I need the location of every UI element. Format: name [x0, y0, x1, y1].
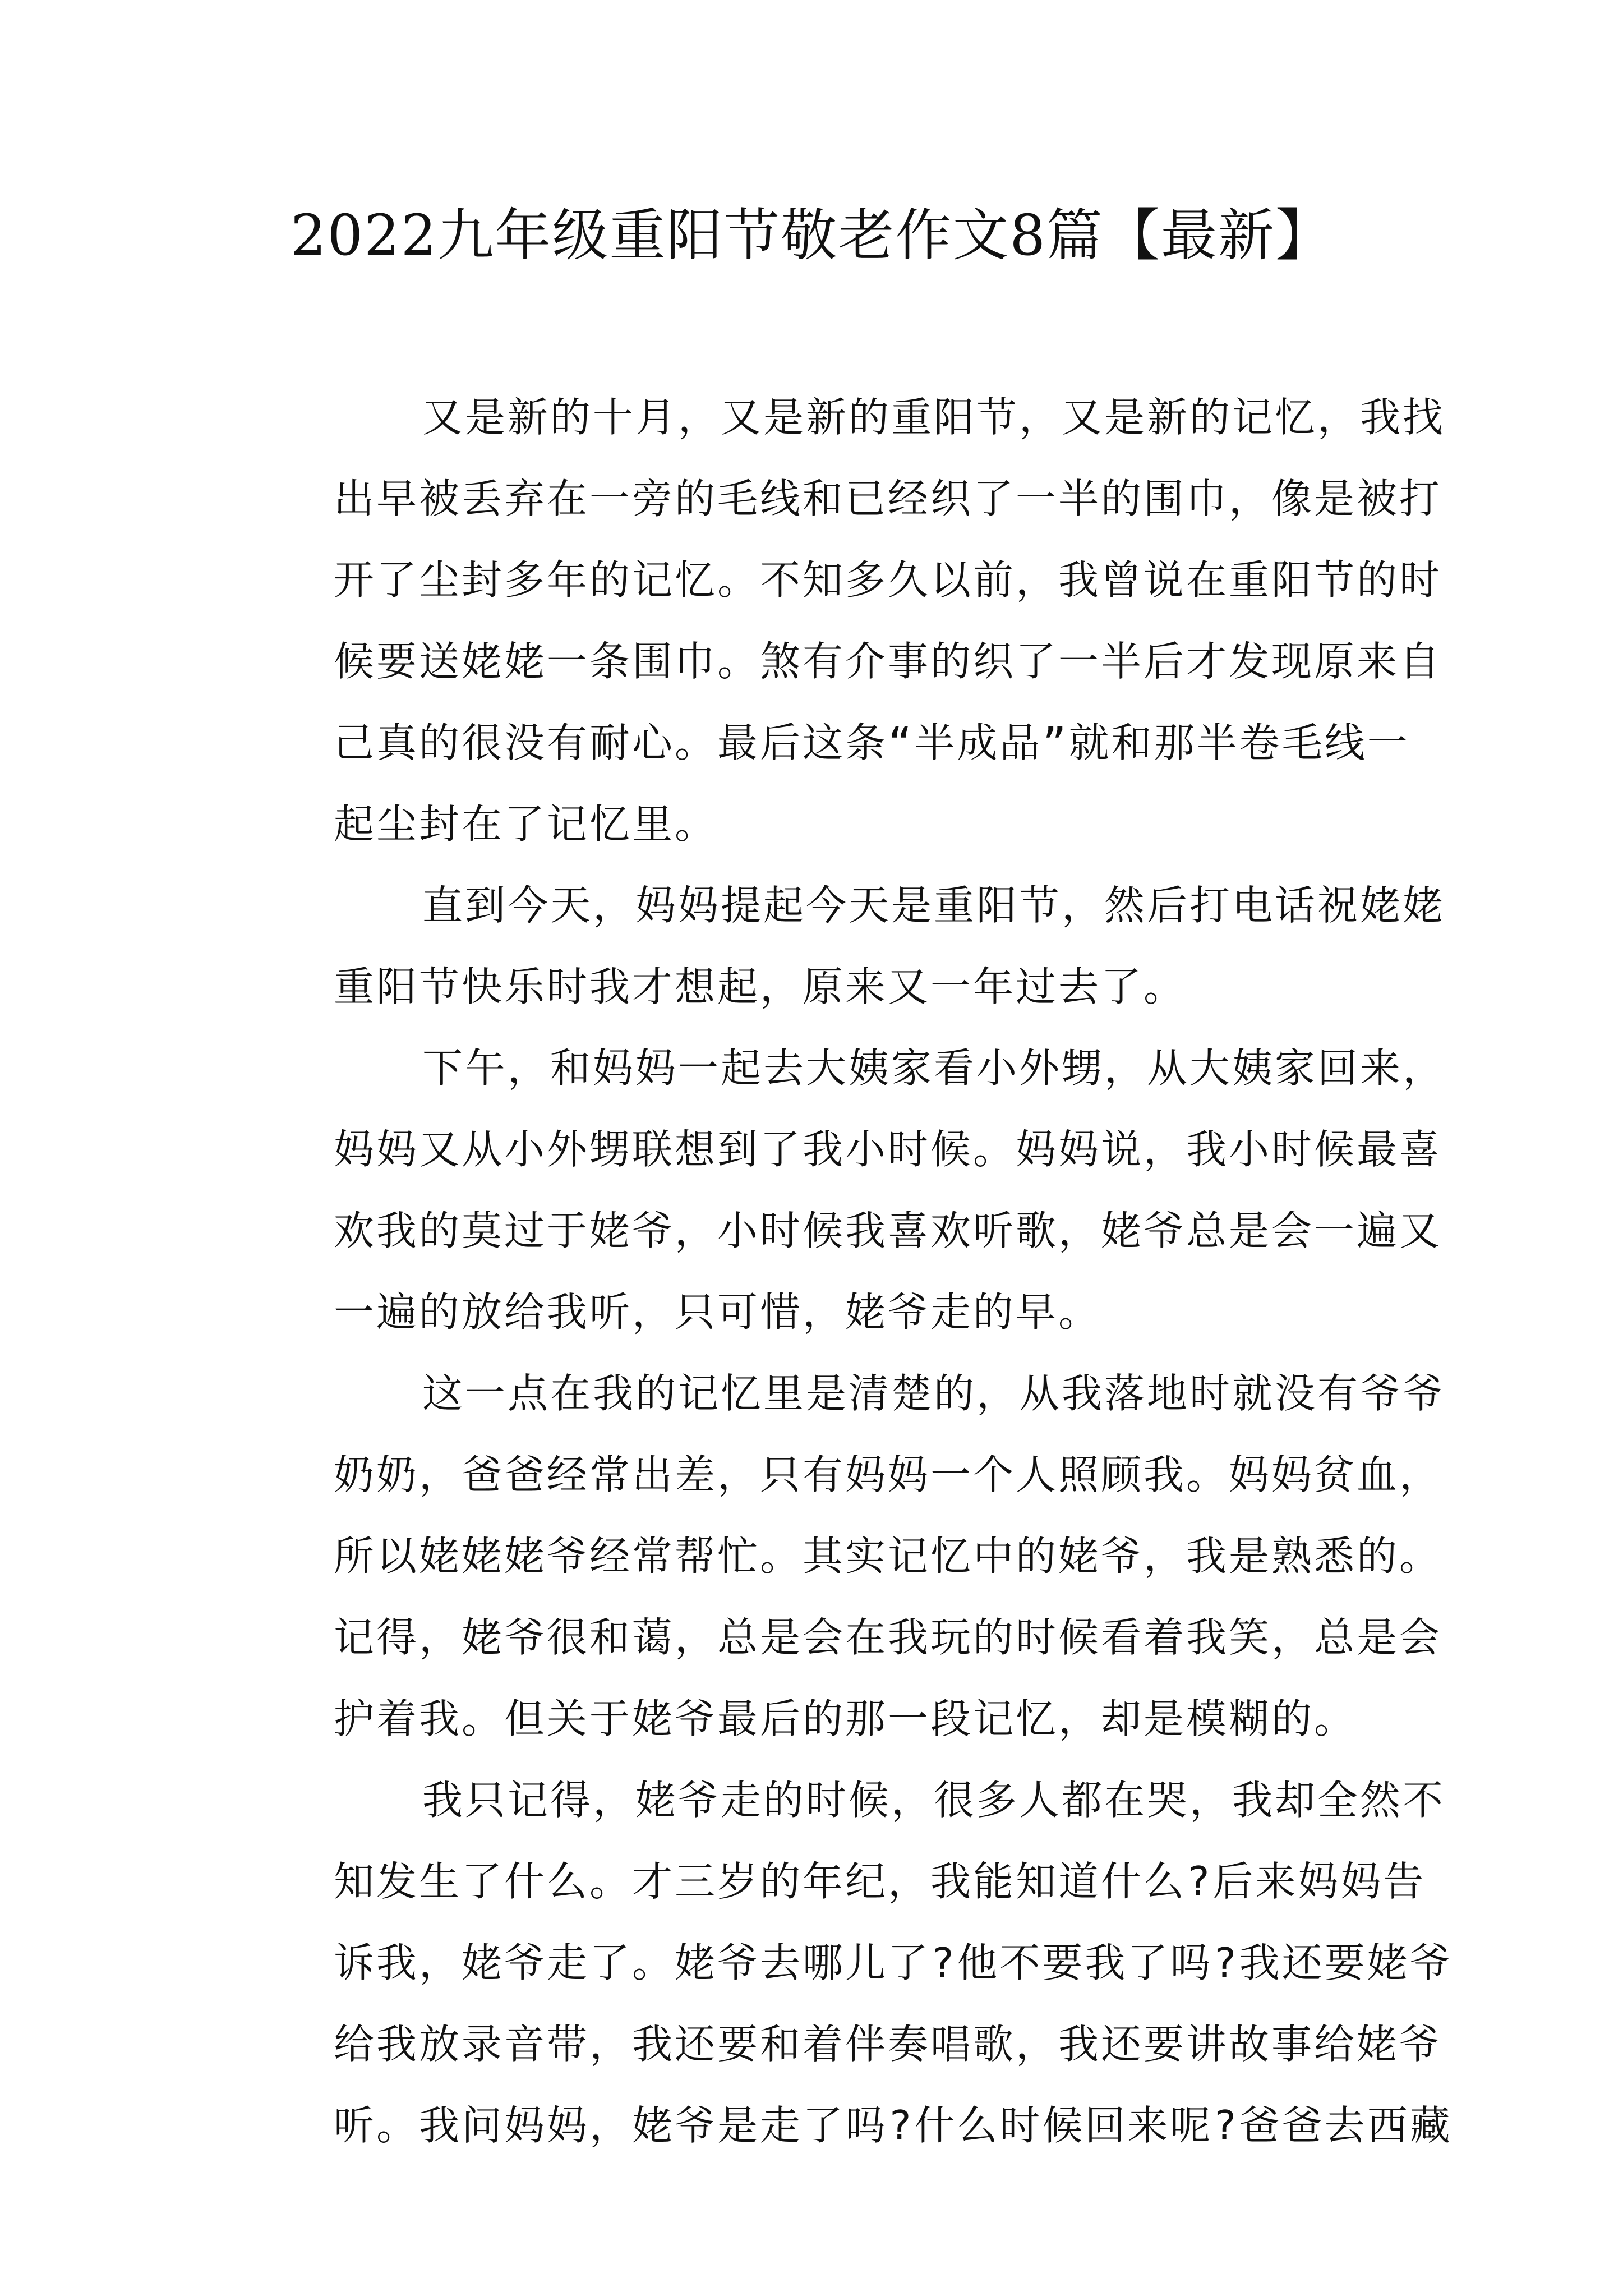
- text-line: 己真的很没有耐心。最后这条“半成品”就和那半卷毛线一: [334, 719, 1410, 766]
- text-line: 一遍的放给我听，只可惜，姥爷走的早。: [334, 1289, 1101, 1336]
- text-line: 起尘封在了记忆里。: [334, 800, 718, 848]
- text-line: 候要送姥姥一条围巾。煞有介事的织了一半后才发现原来自: [334, 638, 1442, 685]
- text-line: 知发生了什么。才三岁的年纪，我能知道什么?后来妈妈告: [334, 1858, 1426, 1905]
- text-line: 下午，和妈妈一起去大姨家看小外甥，从大姨家回来，: [422, 1045, 1446, 1092]
- text-line: 奶奶，爸爸经常出差，只有妈妈一个人照顾我。妈妈贫血，: [334, 1451, 1442, 1498]
- document-title: 2022九年级重阳节敬老作文8篇【最新】: [290, 203, 1333, 268]
- text-line: 直到今天，妈妈提起今天是重阳节，然后打电话祝姥姥: [422, 882, 1446, 929]
- text-line: 开了尘封多年的记忆。不知多久以前，我曾说在重阳节的时: [334, 556, 1442, 604]
- text-line: 出早被丢弃在一旁的毛线和已经织了一半的围巾，像是被打: [334, 475, 1442, 522]
- text-line: 妈妈又从小外甥联想到了我小时候。妈妈说，我小时候最喜: [334, 1126, 1442, 1173]
- paragraph-4: [248, 1353, 1446, 1760]
- document-body: [248, 377, 1453, 2166]
- text-line: 听。我问妈妈，姥爷是走了吗?什么时候回来呢?爸爸去西藏: [334, 2102, 1453, 2149]
- paragraph-2: [248, 865, 1446, 1028]
- text-line: 护着我。但关于姥爷最后的那一段记忆，却是模糊的。: [334, 1695, 1357, 1742]
- paragraph-3: [248, 1028, 1446, 1353]
- text-line: 重阳节快乐时我才想起，原来又一年过去了。: [334, 963, 1187, 1010]
- paragraph-5: [248, 1760, 1453, 2166]
- text-line: 诉我，姥爷走了。姥爷去哪儿了?他不要我了吗?我还要姥爷: [334, 1939, 1453, 1986]
- text-line: 这一点在我的记忆里是清楚的，从我落地时就没有爷爷: [422, 1370, 1446, 1417]
- text-line: 我只记得，姥爷走的时候，很多人都在哭，我却全然不: [422, 1777, 1446, 1824]
- text-line: 给我放录音带，我还要和着伴奏唱歌，我还要讲故事给姥爷: [334, 2021, 1442, 2068]
- text-line: 欢我的莫过于姥爷，小时候我喜欢听歌，姥爷总是会一遍又: [334, 1207, 1442, 1254]
- text-line: 所以姥姥姥爷经常帮忙。其实记忆中的姥爷，我是熟悉的。: [334, 1533, 1442, 1580]
- text-line: 又是新的十月，又是新的重阳节，又是新的记忆，我找: [422, 394, 1446, 441]
- paragraph-1: [248, 377, 1446, 865]
- text-line: 记得，姥爷很和蔼，总是会在我玩的时候看着我笑，总是会: [334, 1614, 1442, 1661]
